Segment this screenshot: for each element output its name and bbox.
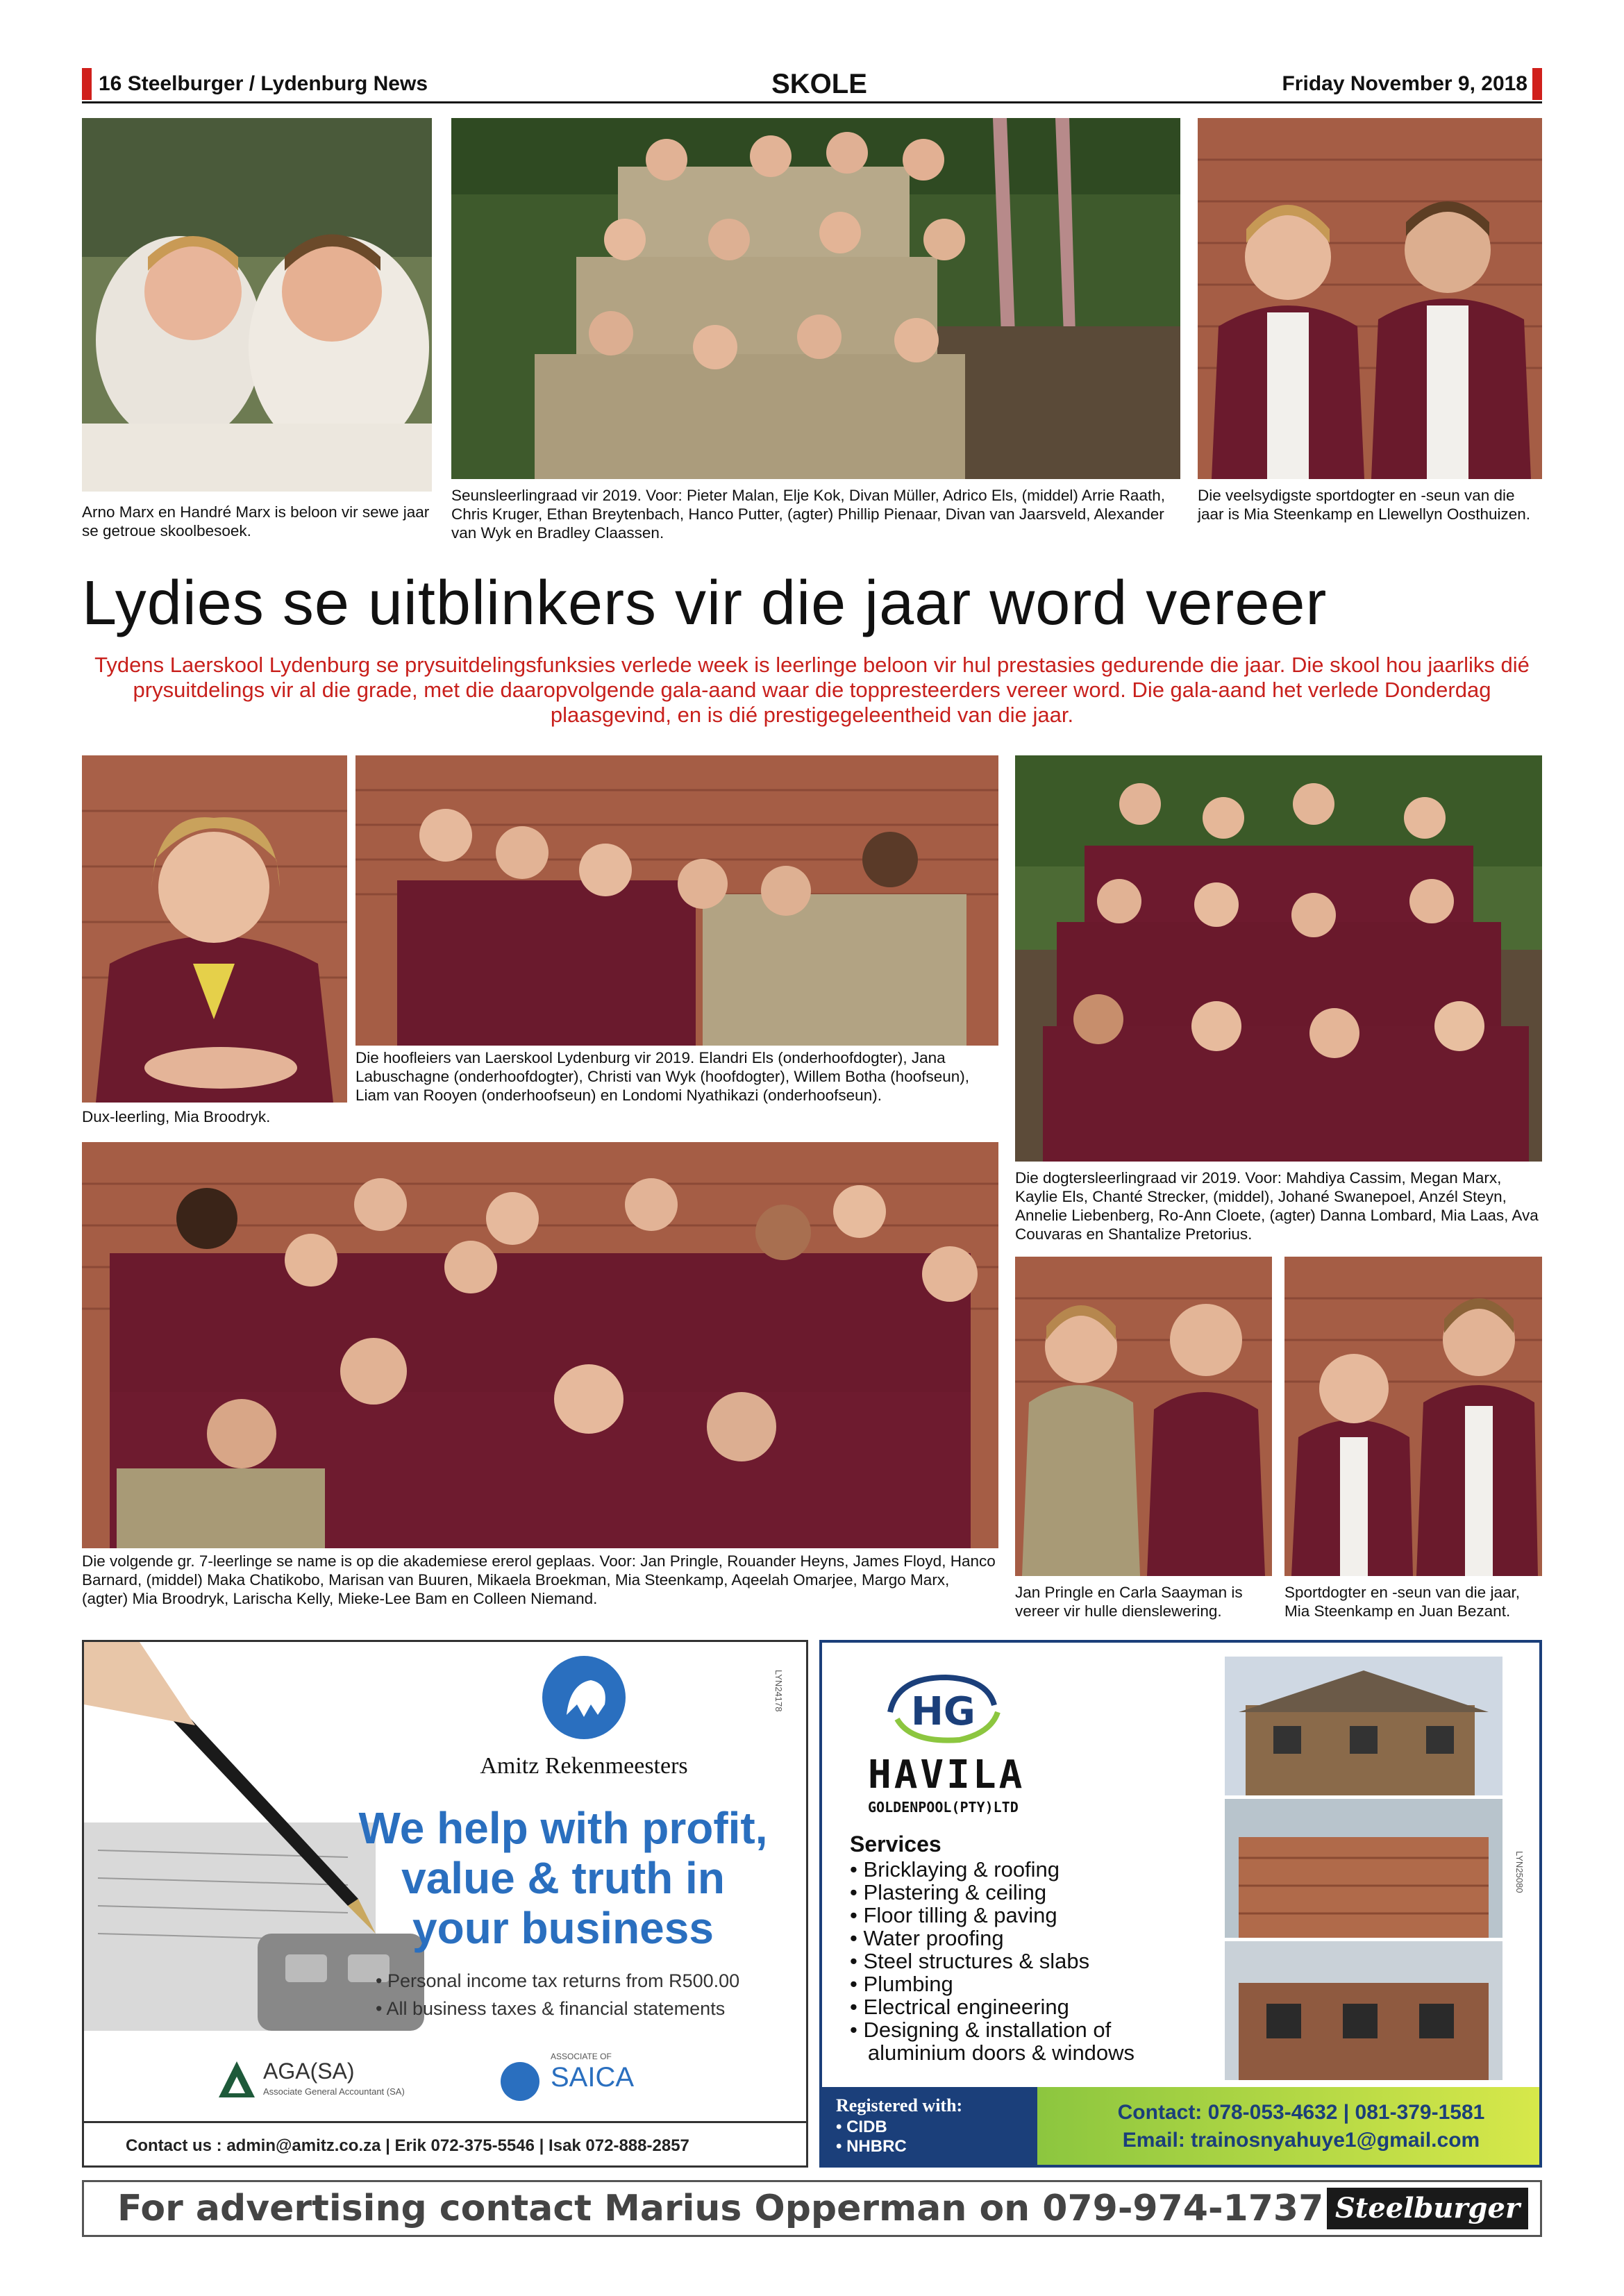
caption-head-leaders: Die hoofleiers van Laerskool Lydenburg vir 2019. Elandri Els (onderhoofdogter), Jana Labuschagne (onderhoofdogter), Christi van Wyk (hoofdogter), Willem Botha (hoofseun), Liam van Rooyen (onderhoofseun) en Londomi Nyathikazi (onderhoofseun). [355,1049,970,1104]
photo-girls-council [1015,755,1542,1162]
caption-honour-roll: Die volgende gr. 7-leerlinge se name is op die akademiese ererol geplaas. Voor: Jan Pringle, Rouander Heyns, James Floyd, Hanco Barnard, (middel) Maka Chatikobo, Marisan van Buuren, Mikaela Broekman, Mia Steenkamp, Aqeelah Omarjee, Margo Marx, (agter) Mia Broodryk, Larischa Kelly, Mieke-Lee Bam en Colleen Niemand. [82,1552,996,1607]
header-rule [82,101,1542,103]
header-accent-right [1532,68,1542,100]
photo-marx-brothers [82,118,432,492]
svg-text:HG: HG [911,1689,976,1734]
ad-havila-ref: LYN25080 [1514,1851,1525,1893]
ad-havila-service-item: • Steel structures & slabs [850,1949,1090,1973]
steelburger-logo [1327,2188,1528,2229]
ad-havila-services-title: Services [850,1832,941,1857]
photo-allrounders [1198,118,1542,479]
ad-amitz-saica-top: ASSOCIATE OF [551,2052,612,2061]
ad-havila-reg-nhbrc: • NHBRC [836,2137,907,2156]
ad-amitz-aga-sub: Associate General Accountant (SA) [263,2086,405,2097]
photo-head-leaders [355,755,998,1046]
ad-amitz-firm: Amitz Rekenmeesters [480,1753,688,1779]
ad-havila-name: HAVILA [868,1752,1026,1798]
ad-amitz[interactable] [82,1640,808,2168]
caption-sport-year: Sportdogter en -seun van die jaar, Mia Steenkamp en Juan Bezant. [1284,1584,1520,1620]
ad-amitz-lion-logo [542,1656,626,1739]
ad-havila-service-item: • Designing & installation of [850,2018,1112,2042]
ad-havila-service-item: • Floor tilling & paving [850,1903,1057,1927]
advertising-strip [82,2180,1542,2237]
photo-boys-council [451,118,1180,479]
caption-girls-council: Die dogtersleerlingraad vir 2019. Voor: Mahdiya Cassim, Megan Marx, Kaylie Els, Chanté Strecker, (middel), Johané Swanepoel, Anzél Steyn, Annelie Liebenberg, Ro-Ann Cloete, (agter) Danna Lombard, Mia Laas, Ava Couvaras en Shantalize Pretorius. [1015,1169,1539,1243]
ad-havila-service-item: • Electrical engineering [850,1995,1069,2019]
photo-service [1015,1257,1272,1576]
ad-amitz-bullet-1: • Personal income tax returns from R500.00 [376,1970,740,1991]
ad-amitz-headline [334,1803,792,1953]
caption-boys-council: Seunsleerlingraad vir 2019. Voor: Pieter Malan, Elje Kok, Divan Müller, Adrico Els, (middel) Arrie Raath, Chris Kruger, Ethan Breytenbach, Hanco Putter, (agter) Phillip Pienaar, Divan van Jaarsveld, Alexander van Wyk en Bradley Claassen. [451,487,1165,542]
ad-havila-building-photos [1225,1657,1502,2080]
ad-amitz-aga-icon [216,2059,258,2100]
header-accent-left [82,68,92,100]
ad-amitz-headline-1: We help with profit, [358,1803,768,1853]
ad-havila-logo [883,1670,1001,1747]
ad-amitz-aga: AGA(SA) [263,2059,355,2084]
ad-havila-registered: Registered with: [836,2095,963,2115]
article-lead: Tydens Laerskool Lydenburg se prysuitdelingsfunksies verlede week is leerlinge beloon vir hul prestasies gedurende die jaar. Die skool hou jaarliks dié prysuitdelings vir al die grade, met die daaropvolgende gala-aand waar die toppresteerders vereer word. Die gala-aand het verlede Donderdag plaasgevind, en is dié prestigegeleentheid van die jaar. [94,653,1530,727]
caption-service: Jan Pringle en Carla Saayman is vereer vir hulle dienslewering. [1015,1584,1243,1620]
ad-havila[interactable] [819,1640,1542,2168]
ad-havila-reg-cidb: • CIDB [836,2118,887,2136]
photo-dux [82,755,347,1103]
ad-amitz-contact[interactable]: Contact us : admin@amitz.co.za | Erik 072-375-5546 | Isak 072-888-2857 [126,2136,689,2155]
caption-allrounders: Die veelsydigste sportdogter en -seun van die jaar is Mia Steenkamp en Llewellyn Oosthuizen. [1198,487,1530,523]
ad-havila-service-item: • Plumbing [850,1972,953,1996]
caption-dux: Dux-leerling, Mia Broodryk. [82,1108,271,1125]
steelburger-logo-text: Steelburger [1334,2192,1521,2224]
ad-amitz-divider [84,2121,806,2123]
advertising-contact[interactable]: For advertising contact Marius Opperman on 079-974-1737 [117,2188,1324,2229]
ad-amitz-saica-icon [501,2062,539,2101]
ad-havila-email[interactable]: Email: trainosnyahuye1@gmail.com [1122,2129,1480,2152]
ad-amitz-bullet-2: • All business taxes & financial statements [376,1998,726,2019]
caption-marx: Arno Marx en Handré Marx is beloon vir sewe jaar se getroue skoolbesoek. [82,503,430,539]
ad-amitz-saica: SAICA [551,2062,635,2093]
ad-amitz-ref: LYN24178 [773,1670,784,1712]
ad-havila-sub: GOLDENPOOL(PTY)LTD [868,1799,1019,1816]
ad-havila-contact[interactable]: Contact: 078-053-4632 | 081-379-1581 [1117,2101,1485,2124]
ad-havila-service-item: • Bricklaying & roofing [850,1857,1060,1882]
ad-havila-services-list [850,1858,1239,2064]
ad-havila-service-item: aluminium doors & windows [850,2041,1135,2065]
article-headline: Lydies se uitblinkers vir die jaar word vereer [82,569,1328,638]
photo-sport-year [1284,1257,1542,1576]
ad-havila-service-item: • Plastering & ceiling [850,1880,1047,1904]
section-title: SKOLE [771,69,867,99]
issue-date: Friday November 9, 2018 [1282,72,1527,95]
page-folio: 16 Steelburger / Lydenburg News [99,72,428,95]
ad-amitz-headline-3: your business [412,1903,714,1953]
ad-havila-service-item: • Water proofing [850,1926,1004,1950]
ad-amitz-headline-2: value & truth in [401,1853,725,1903]
ad-amitz-bullets [376,1967,792,2022]
photo-honour-roll [82,1142,998,1548]
